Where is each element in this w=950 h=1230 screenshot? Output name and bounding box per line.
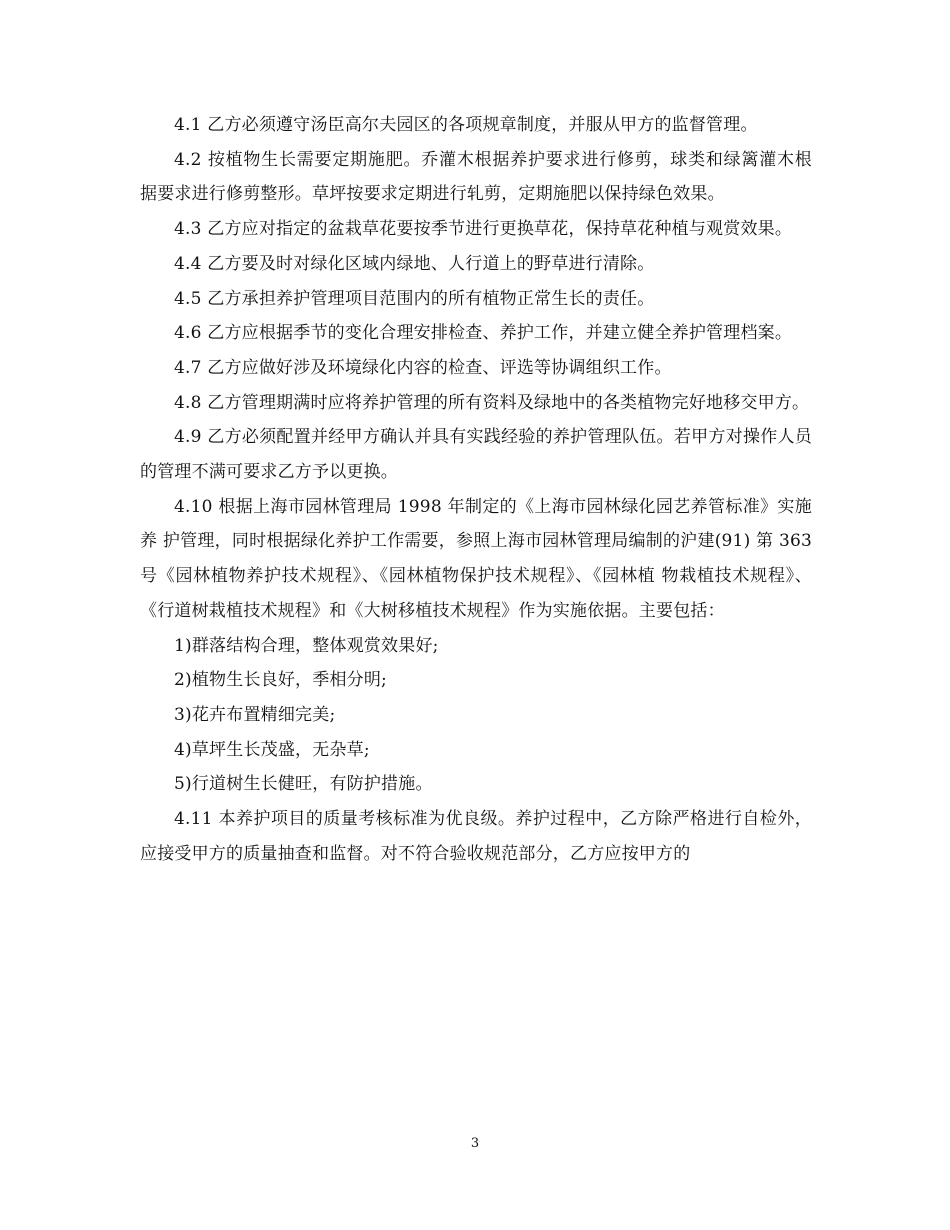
clause-4-7: 4.7 乙方应做好涉及环境绿化内容的检查、评选等协调组织工作。: [174, 357, 672, 378]
clause-4-10: 4.10 根据上海市园林管理局 1998 年制定的《上海市园林绿化园艺养管标准》实施养 护管理，同时根据绿化养护工作需要，参照上海市园林管理局编制的沪建(91) 第 363 号《园林植物养护技术规程》、《园林植物保护技术规程》、《园林植 物栽植技术规程》、《行道树栽植技术规程》和《大树移植技术规程》作为实施依据。主要包括：: [140, 496, 812, 621]
clause-4-5: 4.5 乙方承担养护管理项目范围内的所有植物正常生长的责任。: [174, 288, 655, 309]
clause-4-4: 4.4 乙方要及时对绿化区域内绿地、人行道上的野草进行清除。: [174, 253, 655, 274]
clause-4-3: 4.3 乙方应对指定的盆栽草花要按季节进行更换草花，保持草花种植与观赏效果。: [174, 219, 793, 240]
clause-4-8: 4.8 乙方管理期满时应将养护管理的所有资料及绿地中的各类植物完好地移交甲方。: [174, 392, 810, 413]
list-item-1: 1)群落结构合理，整体观赏效果好;: [174, 635, 439, 656]
page-number: 3: [470, 1136, 480, 1151]
clause-4-11: 4.11 本养护项目的质量考核标准为优良级。养护过程中，乙方除严格进行自检外，应接受甲方的质量抽查和监督。对不符合验收规范部分，乙方应按甲方的: [140, 809, 812, 864]
list-item-2: 2)植物生长良好，季相分明;: [174, 670, 387, 691]
clause-4-6: 4.6 乙方应根据季节的变化合理安排检查、养护工作，并建立健全养护管理档案。: [174, 323, 793, 344]
clause-4-2: 4.2 按植物生长需要定期施肥。乔灌木根据养护要求进行修剪，球类和绿篱灌木根 据要求进行修剪整形。草坪按要求定期进行轧剪，定期施肥以保持绿色效果。: [140, 149, 812, 205]
list-item-3: 3)花卉布置精细完美;: [174, 704, 336, 725]
clause-4-9: 4.9 乙方必须配置并经甲方确认并具有实践经验的养护管理队伍。若甲方对操作人员的管理不满可要求乙方予以更换。: [140, 427, 812, 483]
list-item-5: 5)行道树生长健旺，有防护措施。: [174, 774, 433, 795]
list-item-4: 4)草坪生长茂盛，无杂草;: [174, 739, 370, 760]
clause-4-1: 4.1 乙方必须遵守汤臣高尔夫园区的各项规章制度，并服从甲方的监督管理。: [174, 115, 758, 135]
document-body: [140, 108, 812, 871]
